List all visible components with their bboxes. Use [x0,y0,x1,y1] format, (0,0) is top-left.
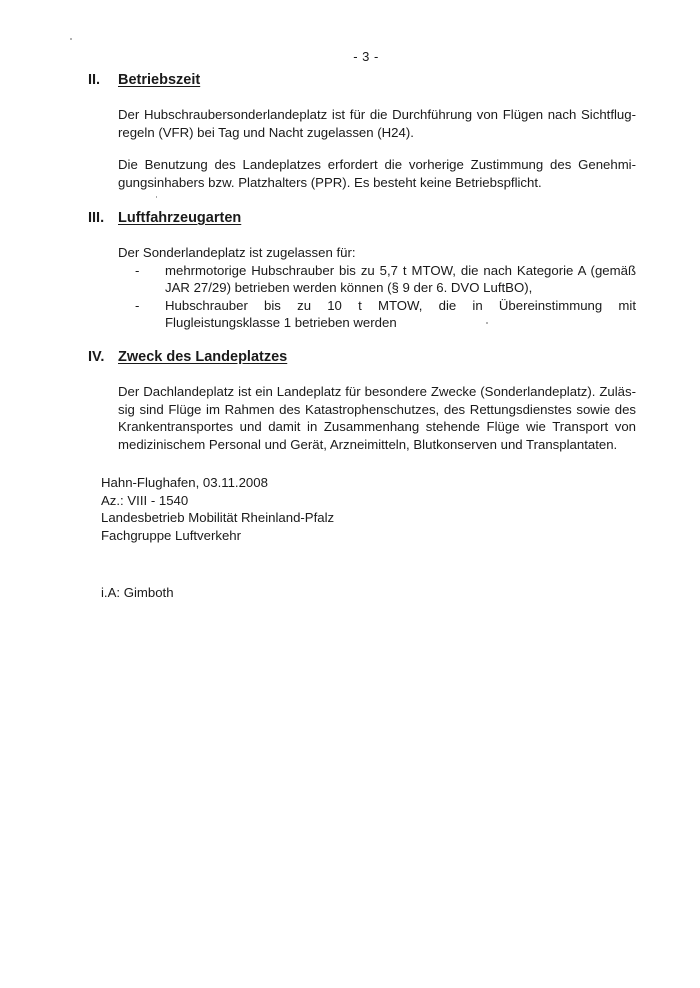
section-title: Betriebszeit [118,72,201,88]
scan-speck [70,38,72,40]
section-luftfahrzeugarten [88,210,636,332]
authority-name: Landesbetrieb Mobilität Rheinland-Pfalz [101,510,335,526]
scan-speck [156,196,157,198]
department-name: Fachgruppe Luftverkehr [101,527,242,543]
paragraph-intro: Der Sonderlandeplatz ist zugelassen für: [118,245,356,260]
bullet-text: mehrmotorige Hubschrauber bis zu 5,7 t MTOW, die nach Kategorie A (gemäß JAR 27/29) betrieben werden können (§ 9 der 6. DVO LuftBO), [165,262,636,295]
list-item [118,297,636,332]
bullet-text: Hubschrauber bis zu 10 t MTOW, die in Übereinstimmung mit Flugleistungsklasse 1 betrieben werden [165,297,636,330]
scan-speck [486,322,488,324]
paragraph: Der Dachlandeplatz ist ein Landeplatz für besondere Zwecke (Sonderlandeplatz). Zuläs-sig sind Flüge im Rahmen des Katastrophenschutzes, des Rettungsdienstes sowie des Krankentransportes und damit in Zusammenhang stehende Flüge wie Transport von medizinischem Personal und Gerät, Arzneimitteln, Blutkonserven und Transplantaten. [118,384,636,452]
section-heading [88,210,636,232]
section-betriebszeit [88,72,636,191]
section-heading [88,72,636,94]
section-title: Zweck des Landeplatzes [118,349,288,365]
page-number: - 3 - [353,49,379,64]
signature-block [101,474,334,544]
section-number: III. [88,210,105,226]
list-item [118,262,636,297]
reference-number: Az.: VIII - 1540 [101,492,189,508]
section-heading [88,349,636,371]
section-number: II. [88,72,101,88]
section-number: IV. [88,349,105,365]
section-title: Luftfahrzeugarten [118,210,242,226]
bullet-list [88,262,636,332]
section-zweck [88,349,636,453]
paragraph: Der Hubschraubersonderlandeplatz ist für die Durchführung von Flügen nach Sichtflug-regeln (VFR) bei Tag und Nacht zugelassen (H24). [118,107,636,140]
paragraph: Die Benutzung des Landeplatzes erfordert die vorherige Zustimmung des Genehmi-gungsinhabers bzw. Platzhalters (PPR). Es besteht keine Betriebspflicht. [118,157,636,190]
bullet-dash: - [135,297,140,313]
bullet-dash: - [135,262,140,278]
place-date: Hahn-Flughafen, 03.11.2008 [101,475,268,490]
signer-line: i.A: Gimboth [101,585,174,600]
